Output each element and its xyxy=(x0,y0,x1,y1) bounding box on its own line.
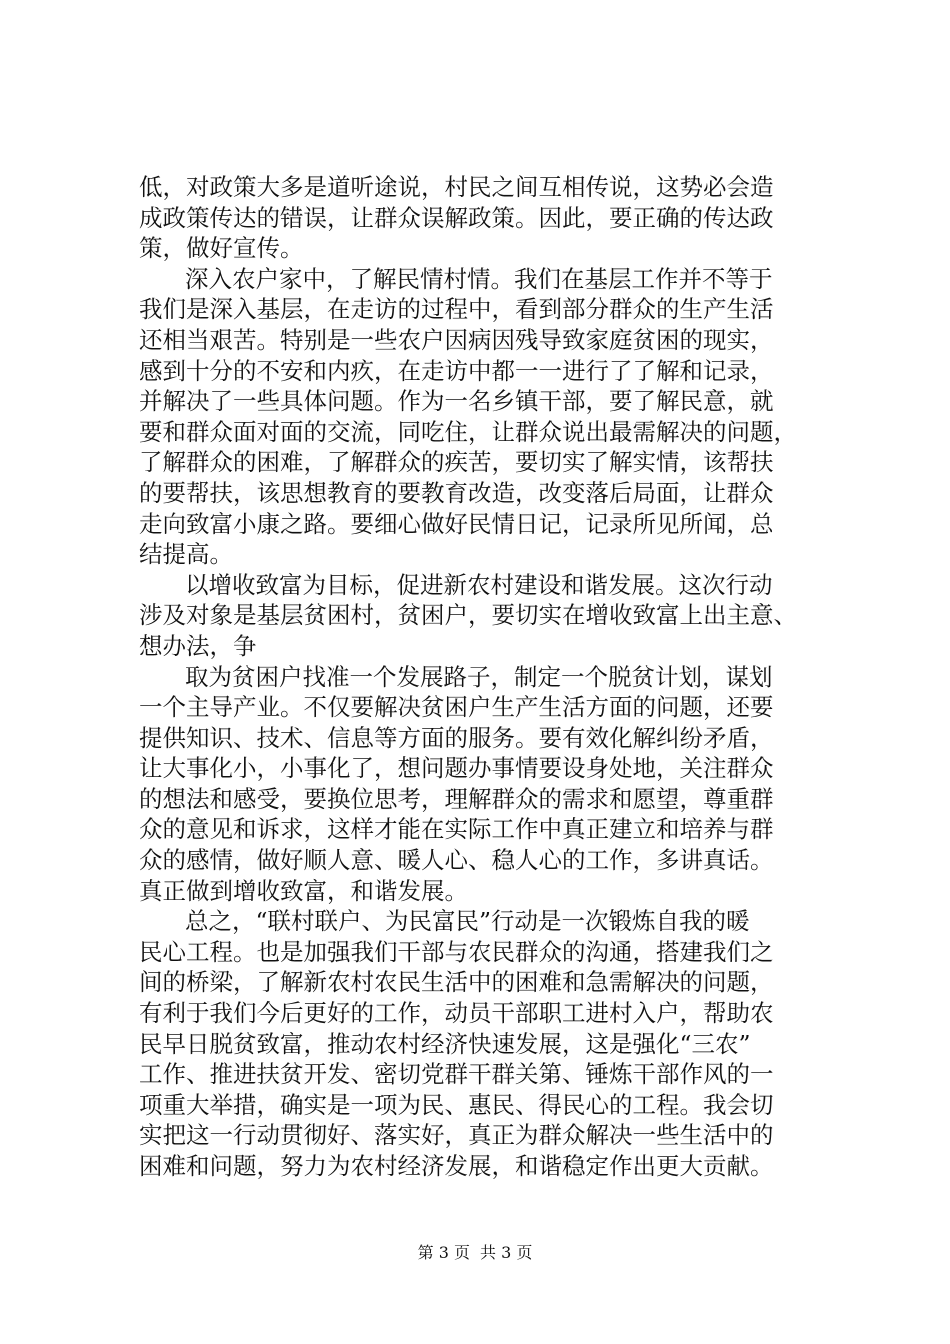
text-line: 众的感情，做好顺人意、暖人心、稳人心的工作，多讲真话。 xyxy=(139,846,774,875)
text-line: 民早日脱贫致富，推动农村经济快速发展，这是强化“三农” xyxy=(139,1029,751,1058)
text-line: 总之，“联村联户、为民富民”行动是一次锻炼自我的暖 xyxy=(185,907,750,936)
text-line: 策，做好宣传。 xyxy=(139,234,304,263)
text-line: 结提高。 xyxy=(139,540,233,569)
text-line: 走向致富小康之路。要细心做好民情日记，记录所见所闻，总 xyxy=(139,509,774,538)
page-total: 共 3 页 xyxy=(480,1243,533,1262)
text-line: 真正做到增收致富，和谐发展。 xyxy=(139,876,468,905)
text-line: 还相当艰苦。特别是一些农户因病因残导致家庭贫困的现实， xyxy=(139,325,774,354)
text-line: 并解决了一些具体问题。作为一名乡镇干部，要了解民意，就 xyxy=(139,387,774,416)
document-body xyxy=(139,172,839,1182)
text-line: 的想法和感受，要换位思考，理解群众的需求和愿望，尊重群 xyxy=(139,784,774,813)
text-line: 以增收致富为目标，促进新农村建设和谐发展。这次行动 xyxy=(185,570,773,599)
page-number: 第 3 页 xyxy=(417,1243,470,1262)
text-line: 取为贫困户找准一个发展路子，制定一个脱贫计划，谋划 xyxy=(185,662,773,691)
page-footer xyxy=(0,1242,950,1264)
text-line: 有利于我们今后更好的工作，动员干部职工进村入户，帮助农 xyxy=(139,999,774,1028)
text-line: 要和群众面对面的交流，同吃住，让群众说出最需解决的问题， xyxy=(139,417,797,446)
text-line: 的要帮扶，该思想教育的要教育改造，改变落后局面，让群众 xyxy=(139,478,774,507)
text-line: 民心工程。也是加强我们干部与农民群众的沟通，搭建我们之 xyxy=(139,937,774,966)
text-line: 实把这一行动贯彻好、落实好，真正为群众解决一些生活中的 xyxy=(139,1121,774,1150)
text-line: 让大事化小，小事化了，想问题办事情要设身处地，关注群众 xyxy=(139,754,774,783)
text-line: 成政策传达的错误，让群众误解政策。因此，要正确的传达政 xyxy=(139,203,774,232)
text-line: 了解群众的困难，了解群众的疾苦，要切实了解实情，该帮扶 xyxy=(139,448,774,477)
text-line: 提供知识、技术、信息等方面的服务。要有效化解纠纷矛盾， xyxy=(139,723,774,752)
text-line: 困难和问题，努力为农村经济发展，和谐稳定作出更大贡献。 xyxy=(139,1152,774,1180)
text-line: 项重大举措，确实是一项为民、惠民、得民心的工程。我会切 xyxy=(139,1090,774,1119)
text-line: 工作、推进扶贫开发、密切党群干群关第、锤炼干部作风的一 xyxy=(139,1060,774,1089)
text-line: 涉及对象是基层贫困村，贫困户，要切实在增收致富上出主意、 xyxy=(139,601,797,630)
text-line: 低，对政策大多是道听途说，村民之间互相传说，这势必会造 xyxy=(139,173,774,201)
text-line: 深入农户家中，了解民情村情。我们在基层工作并不等于 xyxy=(185,264,773,293)
text-line: 想办法，争 xyxy=(139,631,257,660)
text-line: 我们是深入基层，在走访的过程中，看到部分群众的生产生活 xyxy=(139,295,774,324)
text-line: 一个主导产业。不仅要解决贫困户生产生活方面的问题，还要 xyxy=(139,693,774,722)
text-line: 间的桥梁，了解新农村农民生活中的困难和急需解决的问题， xyxy=(139,968,774,997)
text-line: 感到十分的不安和内疚，在走访中都一一进行了了解和记录， xyxy=(139,356,774,385)
text-line: 众的意见和诉求，这样才能在实际工作中真正建立和培养与群 xyxy=(139,815,774,844)
